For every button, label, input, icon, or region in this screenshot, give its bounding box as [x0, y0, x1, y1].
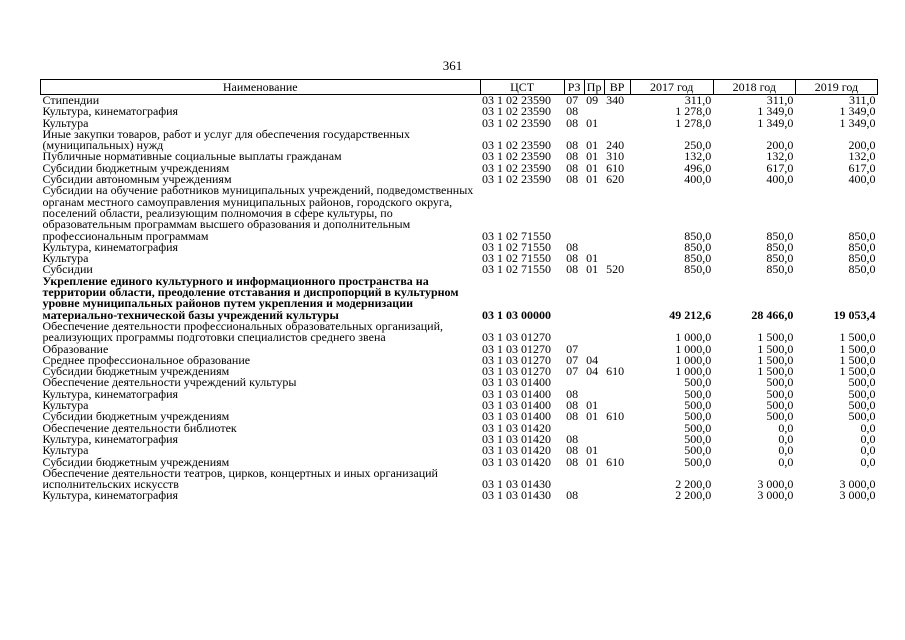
cell-vr: 610	[606, 364, 625, 379]
cell-rz	[564, 321, 584, 344]
table-row	[41, 253, 878, 264]
cell-vr: 620	[606, 172, 625, 187]
cell-vr: 610	[606, 160, 625, 175]
cell-2018: 1 500,0	[757, 364, 794, 379]
cell-vr	[604, 377, 630, 388]
cell-cst: 03 1 02 23590	[482, 93, 552, 107]
cell-pr	[584, 377, 604, 388]
cell-2018: 617,0	[766, 160, 794, 175]
cell-name: Субсидии на обучение работников муниципальных учреждений, подведомственных органам местного самоуправления муниципальных районов, городского округа, поселений области, реализующим полномочия в сфере культуры, по образовательным программам высшего образования и дополнительным профессиональным программам	[42, 183, 474, 243]
cell-2019: 0,0	[860, 431, 876, 446]
table-row	[41, 434, 878, 445]
cell-rz: 08	[566, 398, 579, 413]
cell-name: Публичные нормативные социальные выплаты гражданам	[42, 149, 342, 164]
cell-2018: 1 349,0	[757, 115, 794, 130]
cell-name: Субсидии	[42, 262, 93, 277]
cell-2018: 1 500,0	[757, 330, 794, 345]
table-body	[41, 95, 878, 502]
cell-2019: 3 000,0	[839, 488, 876, 503]
cell-name: Субсидии бюджетным учреждениям	[42, 409, 230, 424]
cell-vr	[604, 321, 630, 344]
cell-2018: 3 000,0	[757, 488, 794, 503]
cell-vr	[604, 276, 630, 321]
table-row	[41, 129, 878, 152]
cell-pr: 01	[586, 138, 599, 153]
cell-2018: 0,0	[778, 454, 794, 469]
cell-cst: 03 1 02 23590	[482, 172, 552, 187]
cell-2019: 500,0	[848, 409, 876, 424]
cell-2018: 132,0	[766, 149, 794, 164]
cell-name: Культура, кинематография	[42, 488, 179, 503]
page-number: 361	[442, 58, 463, 73]
cell-2017: 500,0	[684, 409, 712, 424]
table-row	[41, 468, 878, 491]
cell-name: Обеспечение деятельности театров, цирков, концертных и иных организаций исполнительских искусств	[42, 465, 438, 492]
cell-2019: 400,0	[848, 172, 876, 187]
cell-2018: 850,0	[766, 251, 794, 266]
cell-2017: 500,0	[684, 375, 712, 390]
cell-name: Образование	[42, 341, 109, 356]
cell-2019: 0,0	[860, 420, 876, 435]
cell-pr	[584, 468, 604, 491]
cell-2017: 250,0	[684, 138, 712, 153]
cell-name: Стипендии	[42, 93, 100, 107]
cell-2019: 1 500,0	[839, 330, 876, 345]
cell-name: Культура, кинематография	[42, 431, 179, 446]
cell-2019: 132,0	[848, 149, 876, 164]
cell-rz: 08	[566, 431, 579, 446]
cell-cst: 03 1 03 01270	[482, 364, 552, 379]
cell-cst: 03 1 02 23590	[482, 104, 552, 119]
cell-cst: 03 1 02 23590	[482, 160, 552, 175]
cell-2018: 400,0	[766, 172, 794, 187]
cell-name: Обеспечение деятельности библиотек	[42, 420, 237, 435]
cell-name: Обеспечение деятельности профессиональных образовательных организаций, реализующих программы подготовки специалистов среднего звена	[42, 318, 443, 345]
cell-vr	[604, 434, 630, 445]
cell-pr: 01	[586, 172, 599, 187]
cell-cst: 03 1 02 23590	[482, 138, 552, 153]
cell-2017: 850,0	[684, 251, 712, 266]
cell-vr	[604, 118, 630, 129]
cell-pr: 01	[586, 454, 599, 469]
cell-cst: 03 1 03 01420	[482, 431, 552, 446]
cell-2017: 2 200,0	[675, 488, 712, 503]
cell-vr	[604, 490, 630, 501]
cell-cst: 03 1 03 01400	[482, 398, 552, 413]
cell-pr	[584, 490, 604, 501]
table-row	[41, 490, 878, 501]
cell-pr: 01	[586, 398, 599, 413]
cell-vr: 310	[606, 149, 625, 164]
cell-rz: 08	[566, 149, 579, 164]
header-rz: РЗ	[564, 80, 584, 95]
cell-cst: 03 1 03 01420	[482, 443, 552, 458]
cell-cst: 03 1 03 01270	[482, 352, 552, 367]
cell-2018: 850,0	[766, 262, 794, 277]
cell-vr	[604, 389, 630, 400]
cell-cst: 03 1 03 01400	[482, 375, 552, 390]
cell-2017: 500,0	[684, 398, 712, 413]
cell-pr: 01	[586, 262, 599, 277]
cell-2017: 1 000,0	[675, 364, 712, 379]
cell-2019: 0,0	[860, 454, 876, 469]
cell-2019: 617,0	[848, 160, 876, 175]
cell-rz: 08	[566, 160, 579, 175]
cell-2019: 850,0	[848, 262, 876, 277]
cell-cst: 03 1 03 01270	[482, 341, 552, 356]
header-2018: 2018 год	[713, 80, 795, 95]
cell-2017: 500,0	[684, 431, 712, 446]
cell-2018: 1 500,0	[757, 352, 794, 367]
cell-2019: 850,0	[848, 239, 876, 254]
cell-name: Субсидии автономным учреждениям	[42, 172, 232, 187]
cell-name: Иные закупки товаров, работ и услуг для обеспечения государственных (муниципальных) нужд	[42, 126, 410, 153]
cell-rz: 08	[566, 138, 579, 153]
cell-pr	[584, 321, 604, 344]
cell-rz: 08	[566, 262, 579, 277]
cell-cst: 03 1 02 71550	[482, 262, 552, 277]
cell-pr: 04	[586, 352, 599, 367]
cell-rz: 08	[566, 409, 579, 424]
cell-2018: 311,0	[766, 93, 794, 107]
cell-2018: 3 000,0	[757, 477, 794, 492]
cell-2017: 400,0	[684, 172, 712, 187]
cell-2019: 200,0	[848, 138, 876, 153]
cell-2018: 500,0	[766, 398, 794, 413]
cell-name: Культура	[42, 251, 89, 266]
cell-pr: 01	[586, 149, 599, 164]
cell-cst: 03 1 03 01430	[482, 477, 552, 492]
cell-vr	[604, 106, 630, 117]
cell-rz: 08	[566, 454, 579, 469]
cell-vr: 520	[606, 262, 625, 277]
cell-pr: 01	[586, 251, 599, 266]
cell-2018: 0,0	[778, 420, 794, 435]
header-name: Наименование	[41, 80, 481, 95]
cell-cst: 03 1 03 00000	[482, 307, 552, 322]
cell-rz: 08	[566, 172, 579, 187]
table-row	[41, 276, 878, 321]
cell-2017: 1 278,0	[675, 104, 712, 119]
cell-2017: 132,0	[684, 149, 712, 164]
cell-2019: 500,0	[848, 398, 876, 413]
cell-name: Культура	[42, 398, 89, 413]
cell-2017: 2 200,0	[675, 477, 712, 492]
cell-cst: 03 1 02 23590	[482, 115, 552, 130]
cell-2019: 1 500,0	[839, 352, 876, 367]
cell-rz: 08	[566, 115, 579, 130]
cell-pr: 01	[586, 409, 599, 424]
cell-rz	[564, 276, 584, 321]
cell-name: Культура	[42, 115, 89, 130]
cell-2019: 311,0	[848, 93, 876, 107]
cell-cst: 03 1 03 01420	[482, 420, 552, 435]
cell-cst: 03 1 03 01420	[482, 454, 552, 469]
cell-vr: 340	[606, 93, 625, 107]
cell-vr	[604, 468, 630, 491]
header-cst: ЦСТ	[480, 80, 564, 95]
cell-2018: 850,0	[766, 239, 794, 254]
cell-cst: 03 1 03 01400	[482, 386, 552, 401]
cell-name: Культура, кинематография	[42, 104, 179, 119]
cell-pr: 01	[586, 443, 599, 458]
cell-2019: 1 349,0	[839, 115, 876, 130]
cell-2019: 19 053,4	[833, 307, 876, 322]
cell-2019: 500,0	[848, 375, 876, 390]
cell-2017: 500,0	[684, 386, 712, 401]
cell-rz: 07	[566, 352, 579, 367]
cell-rz: 08	[566, 239, 579, 254]
cell-rz: 08	[566, 386, 579, 401]
cell-rz: 07	[566, 93, 579, 107]
cell-2017: 1 278,0	[675, 115, 712, 130]
header-pr: Пр	[584, 80, 604, 95]
cell-2017: 311,0	[684, 93, 712, 107]
cell-pr	[584, 185, 604, 241]
cell-2019: 500,0	[848, 386, 876, 401]
cell-2019: 850,0	[848, 228, 876, 243]
table-header-row	[41, 80, 878, 95]
header-2017: 2017 год	[630, 80, 713, 95]
cell-cst: 03 1 02 71550	[482, 228, 552, 243]
cell-rz	[564, 468, 584, 491]
cell-2019: 1 500,0	[839, 364, 876, 379]
cell-2018: 850,0	[766, 228, 794, 243]
cell-pr: 01	[586, 115, 599, 130]
cell-rz: 07	[566, 364, 579, 379]
cell-2018: 28 466,0	[751, 307, 794, 322]
cell-pr: 01	[586, 160, 599, 175]
cell-2018: 0,0	[778, 443, 794, 458]
cell-2017: 1 000,0	[675, 330, 712, 345]
cell-vr: 610	[606, 409, 625, 424]
cell-pr	[584, 276, 604, 321]
cell-name: Культура, кинематография	[42, 239, 179, 254]
table-row	[41, 106, 878, 117]
cell-2019: 3 000,0	[839, 477, 876, 492]
cell-2017: 496,0	[684, 160, 712, 175]
cell-2019: 1 349,0	[839, 104, 876, 119]
cell-2017: 500,0	[684, 443, 712, 458]
cell-cst: 03 1 03 01400	[482, 409, 552, 424]
cell-cst: 03 1 03 01270	[482, 330, 552, 345]
cell-cst: 03 1 03 01430	[482, 488, 552, 503]
cell-2017: 850,0	[684, 262, 712, 277]
cell-rz	[564, 185, 584, 241]
cell-name: Субсидии бюджетным учреждениям	[42, 454, 230, 469]
cell-vr	[604, 242, 630, 253]
cell-rz: 07	[566, 341, 579, 356]
table-row	[41, 185, 878, 241]
cell-rz: 08	[566, 443, 579, 458]
cell-2018: 500,0	[766, 409, 794, 424]
cell-vr: 240	[606, 138, 625, 153]
cell-2018: 200,0	[766, 138, 794, 153]
cell-name: Среднее профессиональное образование	[42, 352, 251, 367]
cell-2017: 1 000,0	[675, 352, 712, 367]
cell-name: Культура, кинематография	[42, 386, 179, 401]
cell-vr	[604, 423, 630, 434]
cell-2018: 0,0	[778, 431, 794, 446]
cell-rz: 08	[566, 251, 579, 266]
cell-rz: 08	[566, 104, 579, 119]
cell-cst: 03 1 02 71550	[482, 251, 552, 266]
cell-2017: 1 000,0	[675, 341, 712, 356]
cell-2018: 1 349,0	[757, 104, 794, 119]
cell-2019: 850,0	[848, 251, 876, 266]
cell-cst: 03 1 02 71550	[482, 239, 552, 254]
cell-name: Культура	[42, 443, 89, 458]
table-row	[41, 321, 878, 344]
cell-pr: 04	[586, 364, 599, 379]
cell-2018: 500,0	[766, 386, 794, 401]
cell-pr	[584, 423, 604, 434]
table-row	[41, 389, 878, 400]
cell-vr: 610	[606, 454, 625, 469]
budget-table	[40, 79, 878, 502]
cell-2019: 1 500,0	[839, 341, 876, 356]
cell-2017: 850,0	[684, 228, 712, 243]
header-2019: 2019 год	[795, 80, 877, 95]
cell-vr	[604, 344, 630, 355]
cell-vr	[604, 185, 630, 241]
cell-2017: 850,0	[684, 239, 712, 254]
cell-2017: 500,0	[684, 454, 712, 469]
cell-2018: 1 500,0	[757, 341, 794, 356]
cell-2019: 0,0	[860, 443, 876, 458]
cell-name: Укрепление единого культурного и информационного пространства на территории области, преодоление отставания и диспропорций в культурном уровне муниципальных районов путем укрепления и модернизации материально-технической базы учреждений культуры	[42, 273, 459, 322]
cell-2017: 500,0	[684, 420, 712, 435]
cell-2018: 500,0	[766, 375, 794, 390]
cell-2017: 49 212,6	[669, 307, 712, 322]
cell-name: Обеспечение деятельности учреждений культуры	[42, 375, 297, 390]
header-vr: ВР	[604, 80, 630, 95]
cell-name: Субсидии бюджетным учреждениям	[42, 160, 230, 175]
table-row	[41, 242, 878, 253]
cell-cst: 03 1 02 23590	[482, 149, 552, 164]
cell-pr: 09	[586, 93, 599, 107]
cell-name: Субсидии бюджетным учреждениям	[42, 364, 230, 379]
cell-rz: 08	[566, 488, 579, 503]
